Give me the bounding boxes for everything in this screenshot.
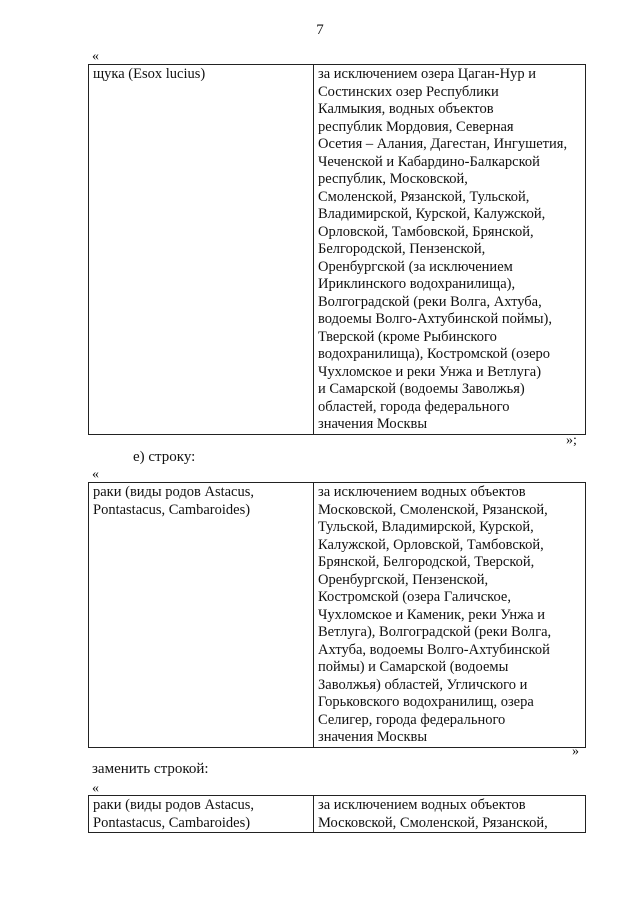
exception-line: Костромской (озера Галичское,: [318, 589, 511, 605]
exception-line: Калужской, Орловской, Тамбовской,: [318, 536, 544, 553]
open-quote-2: «: [92, 467, 99, 482]
exception-cell: [314, 483, 586, 748]
exception-line: Осетия – Алания, Дагестан, Ингушетия,: [318, 136, 568, 152]
exception-line: Заволжья) областей, Угличского и: [318, 676, 528, 693]
close-quote-1: »;: [566, 433, 577, 448]
exception-line: за исключением водных объектов: [318, 484, 526, 500]
instruction-replace: заменить строкой:: [92, 761, 209, 777]
exception-cell: [314, 65, 586, 435]
exception-line: республик Мордовия, Северная: [318, 118, 514, 135]
exception-line: водохранилища), Костромской (озеро: [318, 346, 551, 362]
open-quote-1: «: [92, 49, 99, 64]
exception-cell: [314, 796, 586, 833]
exception-line: и Самарской (водоемы Заволжья): [318, 381, 525, 397]
species-name: щука (Esox lucius): [93, 66, 206, 82]
exception-line: Московской, Смоленской, Рязанской,: [318, 814, 548, 831]
exception-line: за исключением водных объектов: [318, 797, 526, 813]
table-row: [89, 796, 586, 833]
species-line: раки (виды родов Astacus,: [93, 797, 255, 813]
exception-line: Ахтуба, водоемы Волго-Ахтубинской: [318, 641, 550, 658]
exception-line: Брянской, Белгородской, Тверской,: [318, 554, 535, 570]
table-crayfish-old: [88, 482, 586, 748]
open-quote-3: «: [92, 781, 99, 796]
exception-line: Состинских озер Республики: [318, 83, 499, 100]
exception-line: Чеченской и Кабардино-Балкарской: [318, 153, 540, 170]
exception-line: Московской, Смоленской, Рязанской,: [318, 501, 548, 518]
exception-line: республик, Московской,: [318, 171, 468, 187]
species-line: Pontastacus, Cambaroides): [93, 814, 251, 831]
page-number: 7: [316, 22, 324, 38]
exception-line: Оренбургской, Пензенской,: [318, 571, 489, 588]
species-line: Pontastacus, Cambaroides): [93, 501, 251, 518]
exception-line: Оренбургской (за исключением: [318, 258, 513, 275]
exception-line: Смоленской, Рязанской, Тульской,: [318, 188, 530, 205]
species-cell: [89, 65, 314, 435]
exception-line: за исключением озера Цаган-Нур и: [318, 66, 536, 82]
exception-line: Чухломское и Каменик, реки Унжа и: [318, 606, 545, 623]
species-cell: [89, 483, 314, 748]
species-line: раки (виды родов Astacus,: [93, 484, 255, 500]
exception-line: Чухломское и реки Унжа и Ветлуга): [318, 363, 542, 380]
table-row: [89, 483, 586, 748]
exception-line: Владимирской, Курской, Калужской,: [318, 206, 546, 222]
exception-line: значения Москвы: [318, 729, 428, 745]
exception-line: Тульской, Владимирской, Курской,: [318, 519, 534, 535]
exception-line: областей, города федерального: [318, 398, 510, 415]
exception-line: водоемы Волго-Ахтубинской поймы),: [318, 311, 552, 327]
instruction-e: е) строку:: [133, 449, 196, 465]
table-row: [89, 65, 586, 435]
table-pike: [88, 64, 586, 435]
exception-line: Орловской, Тамбовской, Брянской,: [318, 223, 534, 240]
species-cell: [89, 796, 314, 833]
exception-line: Ветлуга), Волгоградской (реки Волга,: [318, 624, 552, 640]
exception-line: Ириклинского водохранилища),: [318, 276, 516, 292]
exception-line: Тверской (кроме Рыбинского: [318, 328, 497, 345]
exception-line: Калмыкия, водных объектов: [318, 101, 494, 117]
exception-line: Горьковского водохранилищ, озера: [318, 694, 534, 710]
exception-line: Селигер, города федерального: [318, 711, 506, 728]
close-quote-2: »: [572, 744, 579, 759]
exception-line: значения Москвы: [318, 416, 428, 432]
exception-line: Белгородской, Пензенской,: [318, 241, 486, 257]
exception-line: Волгоградской (реки Волга, Ахтуба,: [318, 293, 542, 310]
exception-line: поймы) и Самарской (водоемы: [318, 659, 509, 675]
table-crayfish-new: [88, 795, 586, 833]
